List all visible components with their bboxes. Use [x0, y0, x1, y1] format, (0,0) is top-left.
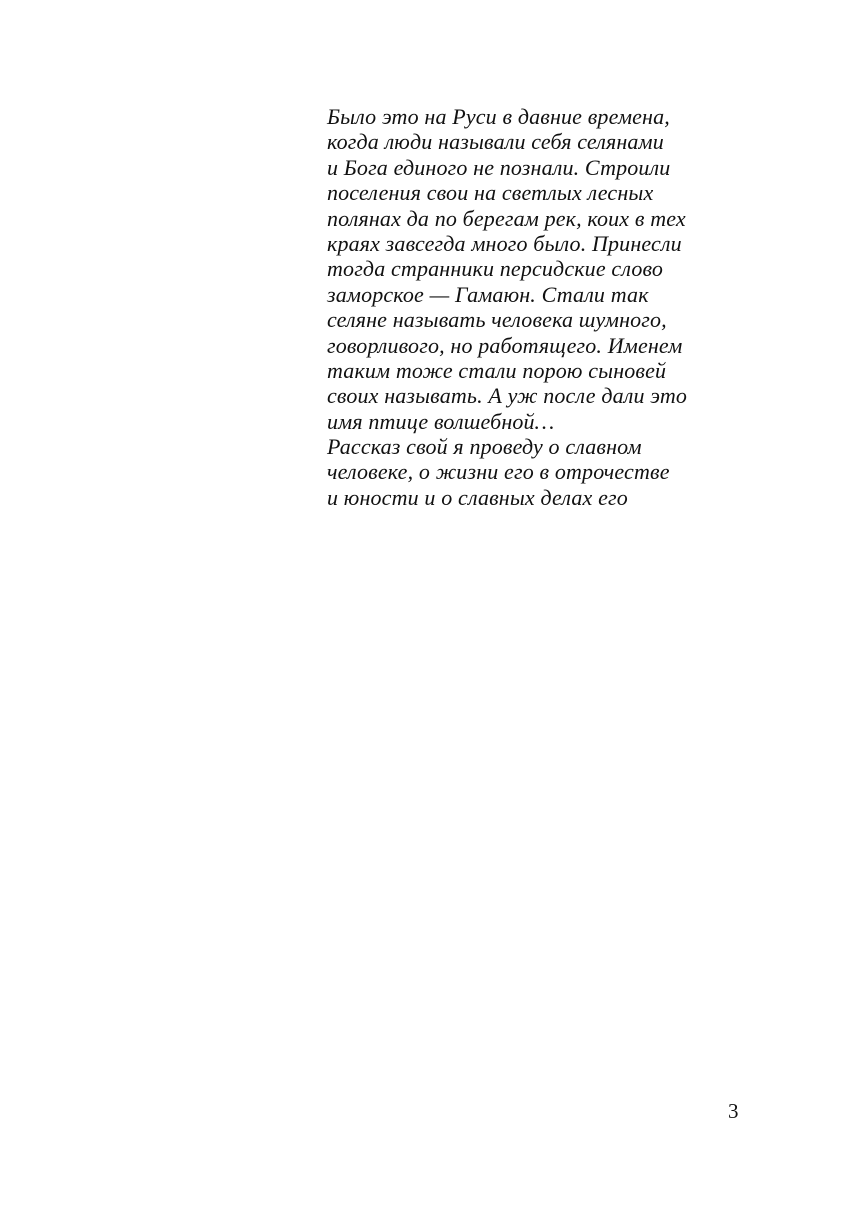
text-line-7: тогда странники персидские слово [327, 256, 664, 282]
body-text [327, 104, 747, 510]
text-line-16: и юности и о славных делах его [327, 484, 628, 510]
text-line-3: и Бога единого не познали. Строили [327, 154, 671, 180]
text-line-4: поселения свои на светлых лесных [327, 180, 654, 206]
page-number: 3 [728, 1099, 739, 1123]
text-line-15: человеке, о жизни его в отрочестве [327, 459, 670, 485]
text-line-13: имя птице волшебной… [327, 408, 555, 434]
text-line-5: полянах да по берегам рек, коих в тех [327, 205, 686, 231]
text-line-2: когда люди называли себя селянами [327, 129, 664, 155]
text-line-14: Рассказ свой я проведу о славном [327, 434, 642, 460]
text-line-1: Было это на Руси в давние времена, [327, 104, 670, 129]
text-line-9: селяне называть человека шумного, [327, 307, 667, 333]
text-line-10: говорливого, но работящего. Именем [327, 332, 683, 358]
text-line-8: заморское — Гамаюн. Стали так [327, 281, 649, 307]
text-line-6: краях завсегда много было. Принесли [327, 230, 682, 256]
text-line-11: таким тоже стали порою сыновей [327, 357, 667, 383]
text-line-12: своих называть. А уж после дали это [327, 383, 688, 409]
